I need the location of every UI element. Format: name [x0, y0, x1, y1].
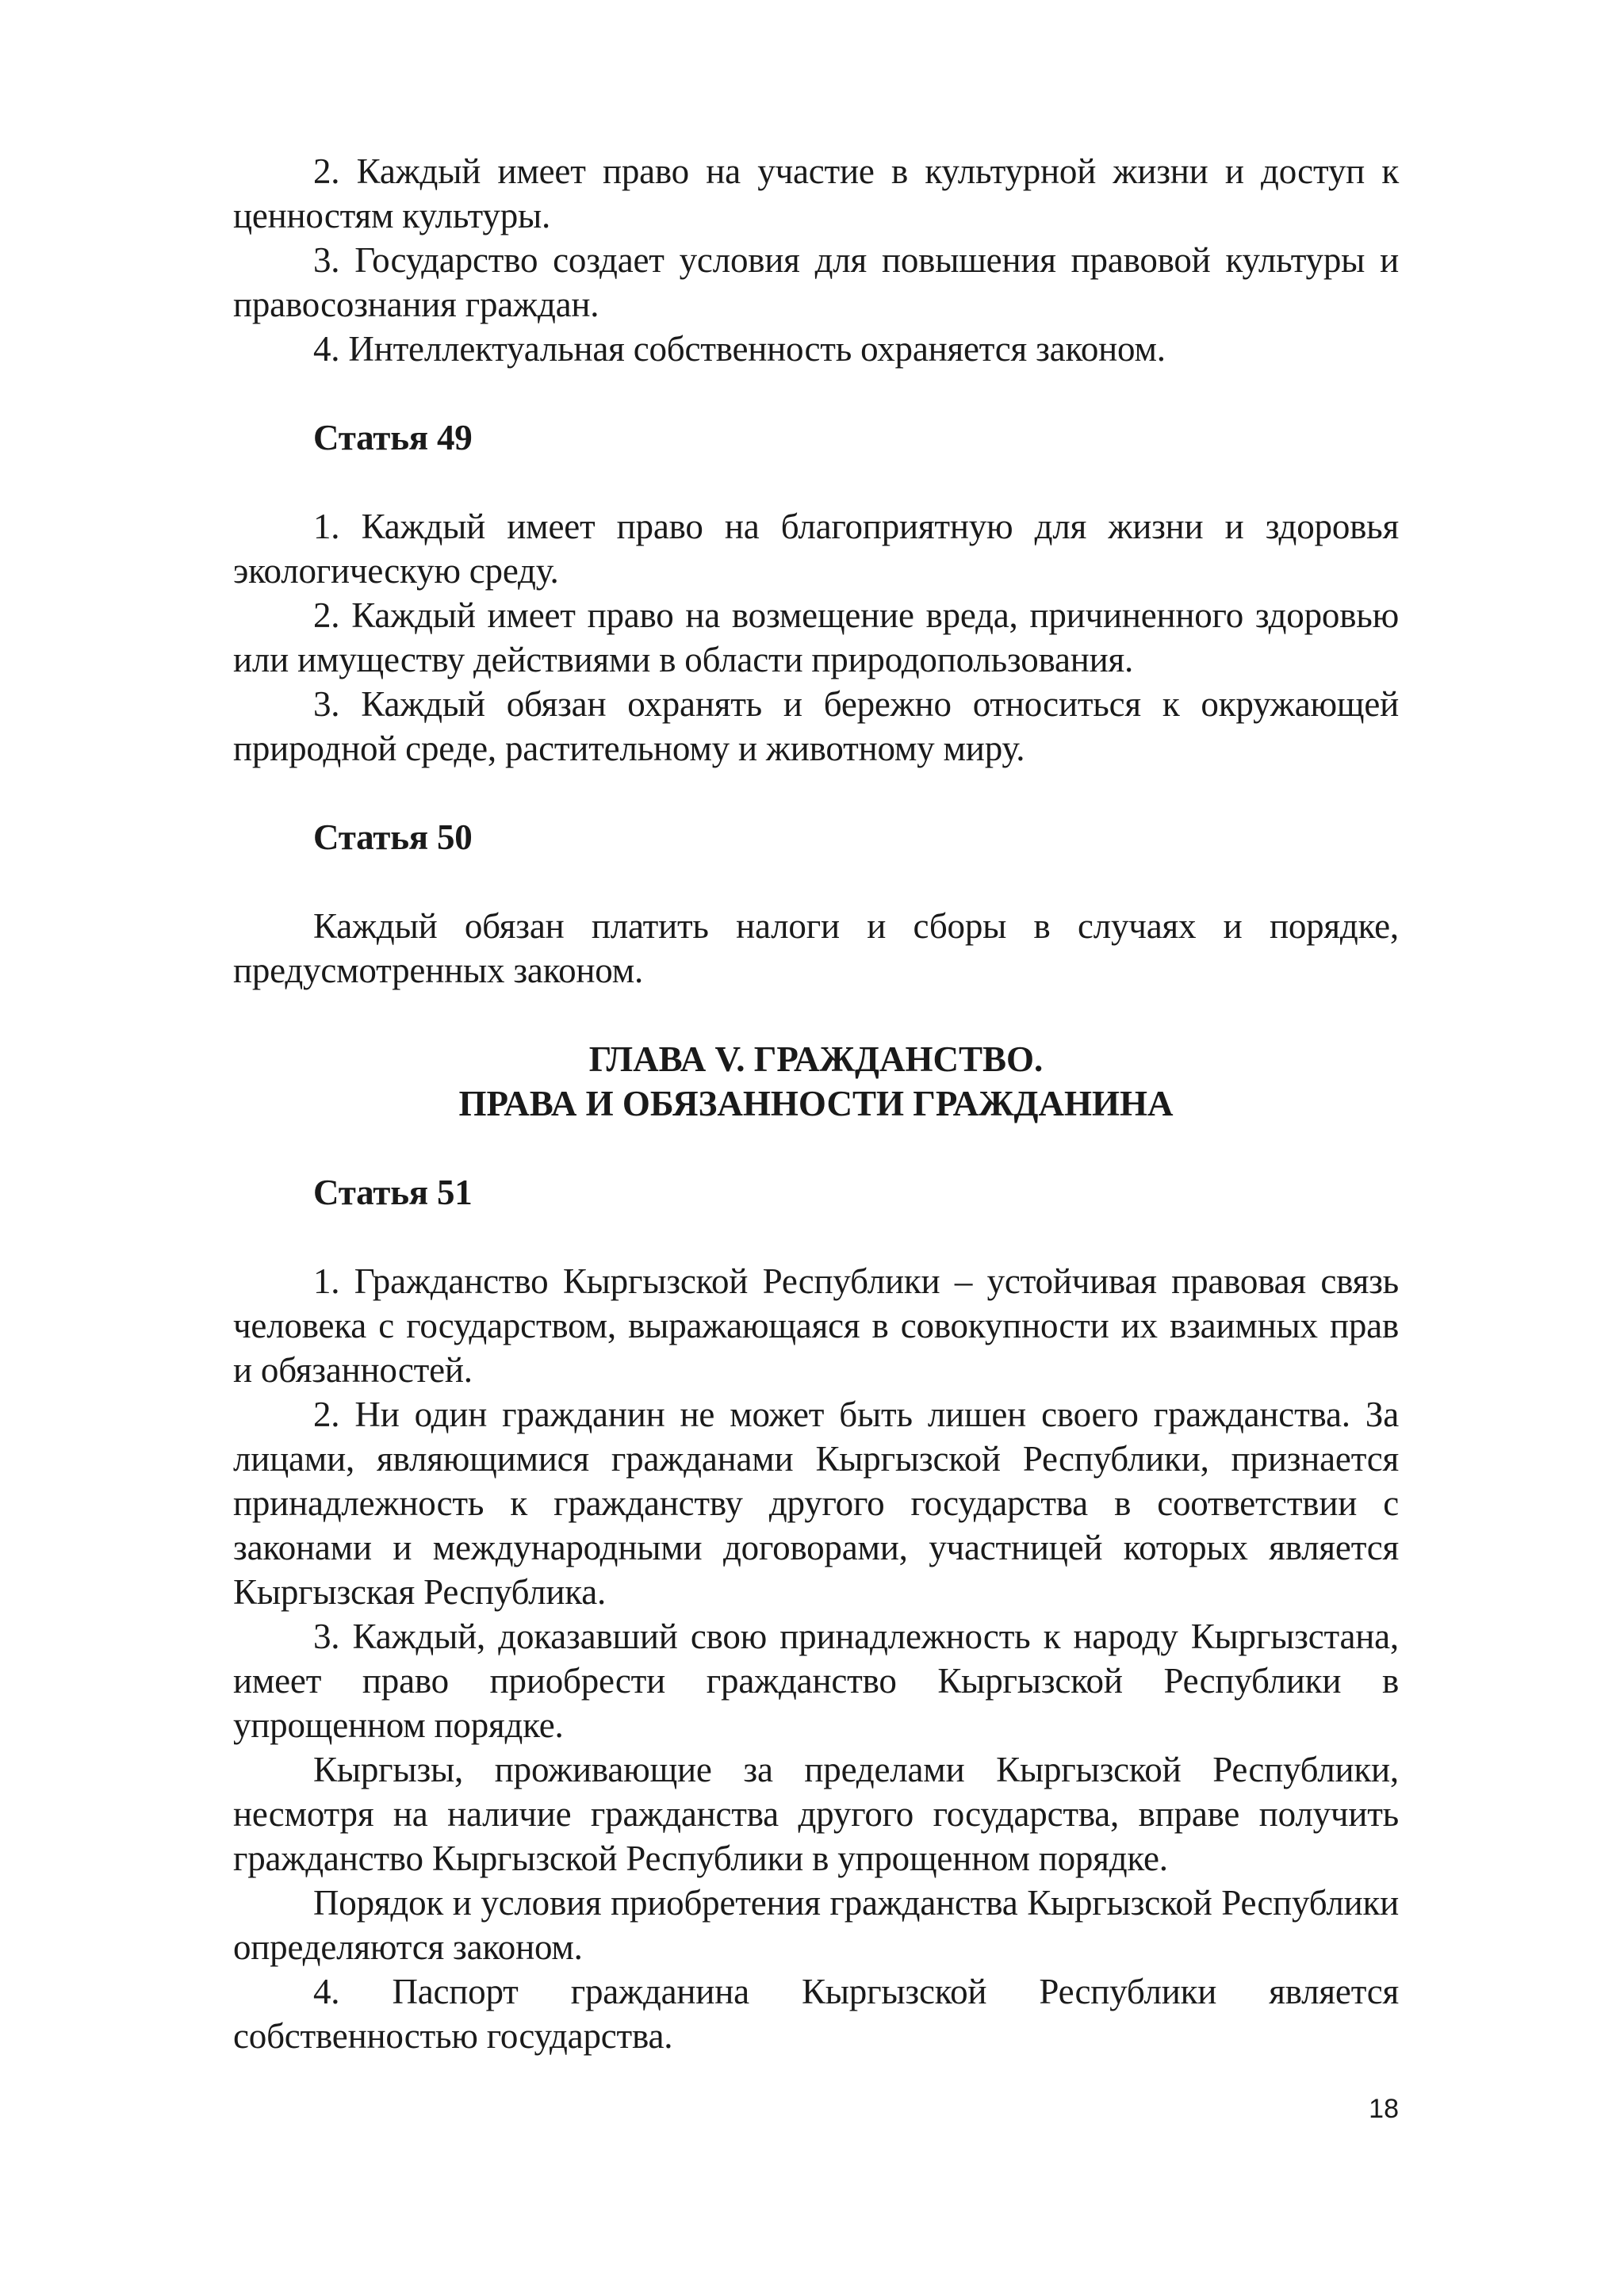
chapter-heading [233, 1037, 1399, 1126]
chapter-heading-line: ГЛАВА V. ГРАЖДАНСТВО. [588, 1039, 1044, 1079]
paragraph: 3. Каждый обязан охранять и бережно относиться к окружающей природной среде, растительному и животному миру. [233, 684, 1399, 768]
paragraph: 2. Ни один гражданин не может быть лишен своего гражданства. За лицами, являющимися гражданами Кыргызской Республики, признается принадлежность к гражданству другого государства в соответствии с законами и международными договорами, участницей которых является Кыргызская Республика. [233, 1395, 1399, 1612]
paragraph: Кыргызы, проживающие за пределами Кыргызской Республики, несмотря на наличие гражданства другого государства, вправе получить гражданство Кыргызской Республики в упрощенном порядке. [233, 1750, 1399, 1878]
paragraph: 3. Государство создает условия для повышения правовой культуры и правосознания граждан. [233, 240, 1399, 324]
article-heading: Статья 51 [313, 1173, 473, 1212]
paragraph: 4. Паспорт гражданина Кыргызской Республики является собственностью государства. [233, 1972, 1399, 2056]
document-page [233, 149, 1399, 2058]
paragraph: 1. Гражданство Кыргызской Республики – устойчивая правовая связь человека с государством, выражающаяся в совокупности их взаимных прав и обязанностей. [233, 1261, 1399, 1390]
paragraph: 3. Каждый, доказавший свою принадлежность к народу Кыргызстана, имеет право приобрести гражданство Кыргызской Республики в упрощенном порядке. [233, 1617, 1399, 1745]
paragraph: 1. Каждый имеет право на благоприятную для жизни и здоровья экологическую среду. [233, 507, 1399, 591]
paragraph: Каждый обязан платить налоги и сборы в случаях и порядке, предусмотренных законом. [233, 906, 1399, 990]
paragraph: 2. Каждый имеет право на участие в культурной жизни и доступ к ценностям культуры. [233, 151, 1399, 235]
page-number: 18 [1369, 2094, 1399, 2124]
chapter-heading-line: ПРАВА И ОБЯЗАННОСТИ ГРАЖДАНИНА [458, 1084, 1174, 1123]
article-heading: Статья 50 [313, 817, 473, 857]
paragraph: 4. Интеллектуальная собственность охраняется законом. [313, 329, 1166, 369]
paragraph: Порядок и условия приобретения гражданства Кыргызской Республики определяются законом. [233, 1883, 1399, 1967]
article-heading: Статья 49 [313, 418, 473, 457]
paragraph: 2. Каждый имеет право на возмещение вреда, причиненного здоровью или имуществу действиями в области природопользования. [233, 595, 1399, 679]
